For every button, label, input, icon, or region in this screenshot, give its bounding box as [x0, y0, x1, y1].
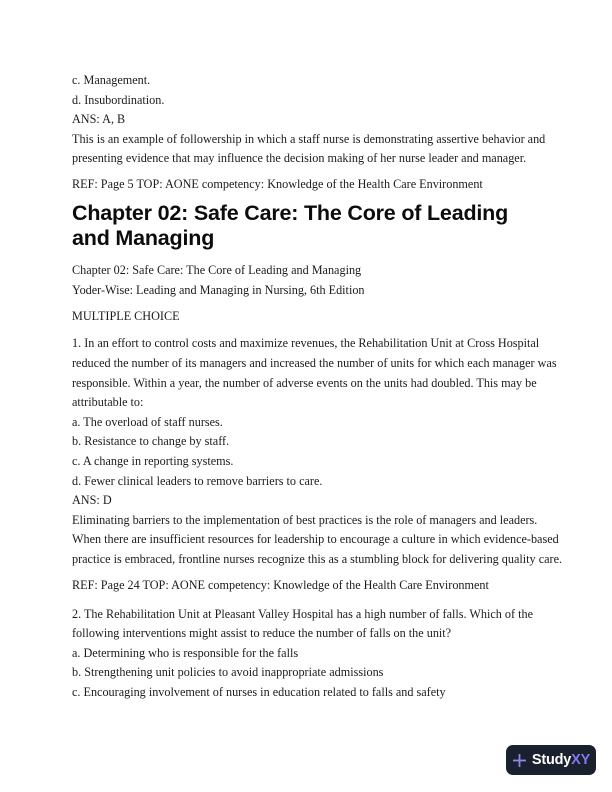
question-feedback-line: practice is embraced, frontline nurses recognize this as a stumbling block for delivering quality care.	[72, 551, 563, 566]
answer-option: b. Resistance to change by staff.	[72, 434, 230, 449]
plus-icon	[512, 753, 527, 768]
answer-option: c. Encouraging involvement of nurses in education related to falls and safety	[72, 684, 446, 699]
question-2	[72, 605, 544, 703]
question-1	[72, 334, 563, 595]
question-feedback-line: When there are insufficient resources for leadership to encourage a culture in which evidence-based	[72, 532, 559, 547]
logo-wordmark	[532, 752, 590, 768]
prev-answer: ANS: A, B	[72, 112, 126, 127]
prev-option-d: d. Insubordination.	[72, 92, 165, 107]
prev-ref-line: REF: Page 5 TOP: AONE competency: Knowledge of the Health Care Environment	[72, 177, 483, 192]
question-stem-line: attributable to:	[72, 395, 144, 410]
logo-text-primary: Study	[531, 752, 572, 768]
question-feedback-line: Eliminating barriers to the implementation of best practices is the role of managers and leaders.	[72, 512, 538, 527]
answer-option: d. Fewer clinical leaders to remove barriers to care.	[72, 473, 323, 488]
question-stem-line: responsible. Within a year, the number of adverse events on the units had doubled. This may be	[72, 375, 537, 390]
question-answer: ANS: D	[72, 493, 112, 508]
prev-feedback-line: This is an example of followership in which a staff nurse is demonstrating assertive behavior and	[72, 131, 546, 146]
chapter-heading-line: Chapter 02: Safe Care: The Core of Leading	[72, 201, 509, 226]
question-stem-line: 1. In an effort to control costs and maximize revenues, the Rehabilitation Unit at Cross Hospital	[72, 336, 540, 351]
section-label: MULTIPLE CHOICE	[72, 308, 180, 323]
chapter-heading-line: and Managing	[72, 226, 215, 251]
book-title: Yoder-Wise: Leading and Managing in Nursing, 6th Edition	[72, 282, 365, 297]
document-content	[72, 71, 563, 703]
prev-feedback-line: presenting evidence that may influence the decision making of her nurse leader and manager.	[72, 151, 527, 166]
question-stem-line: following interventions might assist to reduce the number of falls on the unit?	[72, 626, 452, 641]
studyxy-logo-badge[interactable]	[506, 745, 596, 775]
question-stem-line: reduced the number of its managers and increased the number of units for which each manager was	[72, 355, 557, 370]
answer-option: a. The overload of staff nurses.	[72, 414, 223, 429]
chapter-heading	[72, 201, 544, 251]
answer-option: b. Strengthening unit policies to avoid inappropriate admissions	[72, 665, 384, 680]
answer-option: c. A change in reporting systems.	[72, 453, 234, 468]
prev-option-c: c. Management.	[72, 73, 151, 87]
logo-text-accent: XY	[571, 752, 591, 768]
question-ref-line: REF: Page 24 TOP: AONE competency: Knowledge of the Health Care Environment	[72, 577, 489, 592]
question-stem-line: 2. The Rehabilitation Unit at Pleasant Valley Hospital has a high number of falls. Which of the	[72, 606, 533, 621]
answer-option: a. Determining who is responsible for the falls	[72, 645, 299, 660]
chapter-subtitle: Chapter 02: Safe Care: The Core of Leading and Managing	[72, 263, 362, 278]
